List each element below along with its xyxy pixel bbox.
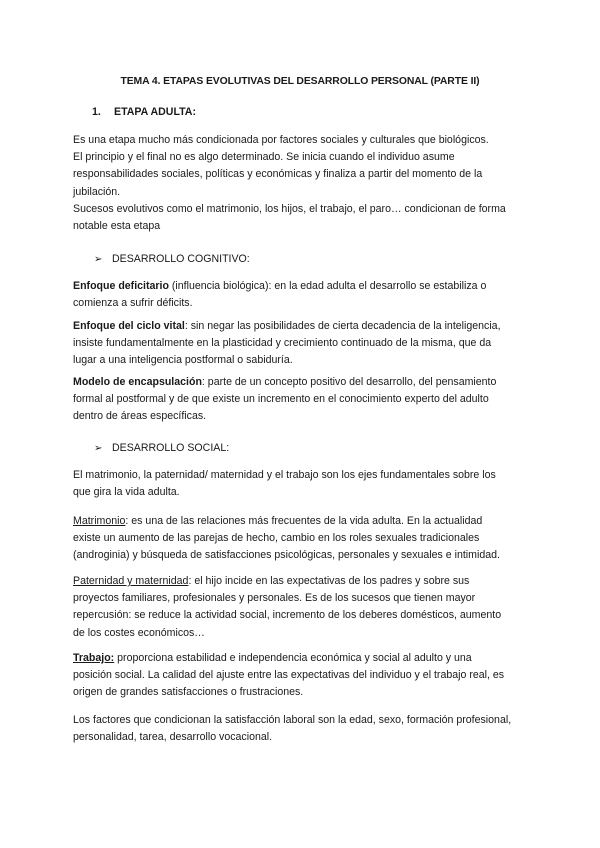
term-trabajo: Trabajo: [73,652,115,664]
text-line: repercusión: se reduce la actividad social, incremento de los deberes domésticos, aumento [73,609,502,622]
term-enfoque-ciclo-vital: Enfoque del ciclo vital [73,320,185,332]
term-enfoque-deficitario: Enfoque deficitario [73,280,169,292]
text-line: que gira la vida adulta. [73,486,180,499]
text-fragment: : sin negar las posibilidades de cierta decadencia de la inteligencia, [184,320,501,332]
text-line: lugar a una inteligencia postformal o sabiduría. [73,354,293,367]
text-line: Los factores que condicionan la satisfacción laboral son la edad, sexo, formación profesional, [73,714,512,726]
text-fragment: : es una de las relaciones más frecuentes de la vida adulta. En la actualidad [125,515,483,527]
text-line: proyectos familiares, profesionales y personales. Es de los sucesos que tienen mayor [73,592,476,605]
subheading-label: DESARROLLO SOCIAL: [112,442,230,454]
text-line: dentro de áreas específicas. [73,410,207,423]
section-heading-etapa-adulta [92,104,196,121]
subheading-label: DESARROLLO COGNITIVO: [112,253,250,265]
document-title: TEMA 4. ETAPAS EVOLUTIVAS DEL DESARROLLO PERSONAL (PARTE II) [120,76,480,87]
text-fragment: : el hijo incide en las expectativas de los padres y sobre sus [188,575,470,587]
text-fragment: (influencia biológica): en la edad adulta el desarrollo se estabiliza o [168,280,487,292]
text-line: Sucesos evolutivos como el matrimonio, los hijos, el trabajo, el paro… condicionan de forma [73,202,506,215]
text-line: origen de grandes satisfacciones o frustraciones. [73,686,304,699]
text-line: de los costes económicos… [73,626,205,639]
arrow-bullet-icon: ➢ [94,254,103,265]
term-modelo-encapsulacion: Modelo de encapsulación [73,376,202,388]
section-label: ETAPA ADULTA: [114,106,196,118]
term-paternidad-maternidad: Paternidad y maternidad [73,575,189,587]
text-line: personalidad, tarea, desarrollo vocacional. [73,731,273,744]
section-number: 1. [92,106,101,118]
paragraph-modelo-encapsulacion [73,374,533,426]
term-matrimonio: Matrimonio [73,515,126,527]
paragraph-matrimonio [73,513,533,565]
paragraph-enfoque-ciclo-vital [73,318,533,370]
text-line: notable esta etapa [73,220,161,233]
paragraph-ejes-fundamentales [73,467,533,501]
text-fragment: proporciona estabilidad e independencia económica y social al adulto y una [114,652,472,664]
text-line: insiste fundamentalmente en la plasticidad y crecimiento continuado de la misma, que da [73,337,492,350]
text-line: posición social. La calidad del ajuste entre las expectativas del individuo y el trabajo real, es [73,669,505,682]
subheading-desarrollo-social [94,440,229,457]
text-line: existe un aumento de las parejas de hecho, cambio en los roles sexuales tradicionales [73,532,480,545]
paragraph-enfoque-deficitario [73,278,533,312]
text-fragment: : parte de un concepto positivo del desarrollo, del pensamiento [201,376,497,388]
arrow-bullet-icon: ➢ [94,443,103,454]
intro-paragraph [73,132,533,235]
text-line: formal al postformal y de que existe un incremento en el conocimiento experto del adulto [73,393,489,406]
text-line: jubilación. [73,185,121,198]
text-line: El principio y el final no es algo determinado. Se inicia cuando el individuo asume [73,151,455,164]
paragraph-factores-satisfaccion [73,712,533,746]
text-line: El matrimonio, la paternidad/ maternidad y el trabajo son los ejes fundamentales sobre los [73,469,496,481]
text-line: comienza a sufrir déficits. [73,297,193,310]
text-line: (androginia) y búsqueda de satisfacciones psicológicas, personales y sexuales e intimidad. [73,549,500,562]
text-line: responsabilidades sociales, políticas y económicas y finaliza a partir del momento de la [73,168,483,181]
paragraph-paternidad-maternidad [73,573,533,642]
paragraph-trabajo [73,650,533,702]
subheading-desarrollo-cognitivo [94,251,250,268]
text-line: Es una etapa mucho más condicionada por factores sociales y culturales que biológicos. [73,134,489,146]
